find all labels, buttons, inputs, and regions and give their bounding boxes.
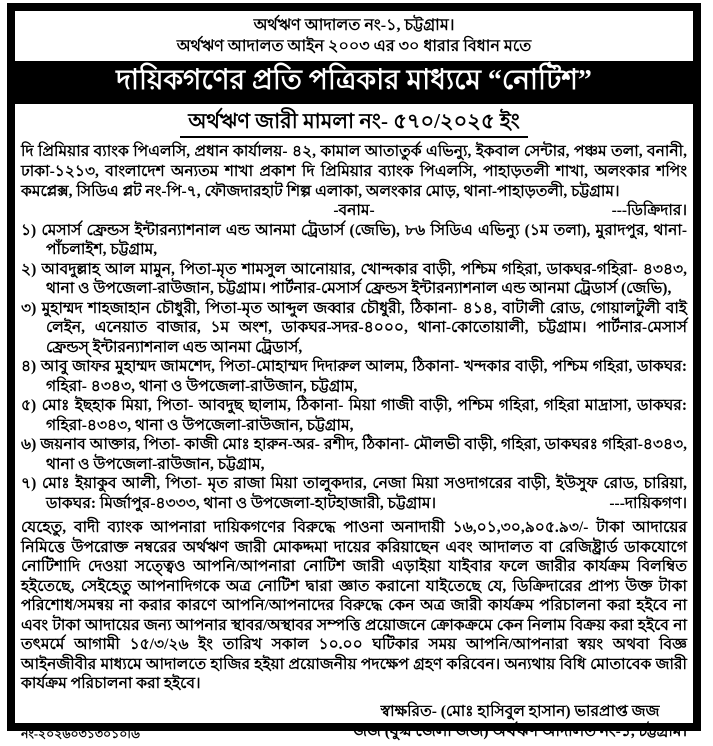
defendant-item-6: [21, 435, 687, 474]
notice-body: [15, 141, 693, 746]
notice-title: দায়িকগণের প্রতি পত্রিকার মাধ্যমে “নোটিশ”: [116, 65, 592, 97]
defendant-number: ৭): [21, 475, 37, 493]
defendant-item-2: [21, 260, 687, 299]
defendant-number: ১): [21, 221, 37, 239]
defendant-text: মোঃ ইয়াকুব আলী, পিতা- মৃত রাজা মিয়া তালুকদার, নেজা মিয়া সওদাগরের বাড়ী, ইউসুফ রোড, চারিয়া, ডাকঘর: মির্জাপুর-৪৩৩৩, থানা ও উপজেলা-হাটহাজারী, চট্টগ্রাম।: [41, 475, 687, 512]
defendant-number: ২): [21, 260, 37, 278]
defendants-list: [21, 221, 687, 514]
signature-line-1: স্বাক্ষরিত- (মোঃ হাসিবুল হাসান) ভারপ্রাপ্ত জজ: [380, 702, 660, 720]
defendant-text: মুহাম্মদ শাহজাহান চৌধুরী, পিতা-মৃত আব্দুল জব্বার চৌধুরী, ঠিকানা- ৪১৪, বাটালী রোড, গোয়ালটুলী বাই লেইন, এনেয়াত বাজার, ১ম অংশ, ডাকঘর-সদর-৪০০০, থানা-কোতোয়ালী, চট্টগ্রাম। পার্টনার-মেসার্স ফ্রেন্ডস্ ইন্টারন্যাশনাল এন্ড আনমা ট্রেডার্স,: [41, 299, 687, 356]
defendant-item-7: [21, 474, 687, 513]
defendant-text: মোঃ ইছহাক মিয়া, পিতা- আবদুছ ছালাম, ঠিকানা- মিয়া গাজী বাড়ী, পশ্চিম গহিরা, গহিরা মাদ্রাসা, ডাকঘর: গহিরা-৪৩৪৩, থানা ও উপজেলা-রাউজান, চট্টগ্রাম,: [41, 397, 687, 434]
versus-label: -বনাম-: [333, 202, 375, 220]
case-number-row: [15, 108, 693, 138]
judgment-debtors-label: ---দায়িকগণ।: [609, 494, 687, 512]
legal-body-paragraph: যেহেতু, বাদী ব্যাংক আপনারা দায়িকগণের বিরুদ্ধে পাওনা অনাদায়ী ১৬,০১,৩০,৯০৫.৯৩/- টাকা আদায়ের নিমিত্তে উপরোক্ত নম্বরের অর্থঋণ জারী মোকদ্দমা দায়ের করিয়াছেন এবং আদালত বা রেজিষ্ট্রার্ড ডাকযোগে নোটিশাদি দেওয়া সত্ত্বেও আপনি/আপনারা নোটিশ জারী এড়াইয়া যাইবার ফলে জারীর কার্যক্রম বিলম্বিত হইতেছে, সেইহেতু আপনাদিগকে অত্র নোটিশ দ্বারা জ্ঞাত করানো যাইতেছে যে, ডিক্রিদারের প্রাপ্য উক্ত টাকা পরিশোধ/সমন্বয় না করার কারণে আপনি/আপনাদের বিরুদ্ধে কেন অত্র জারী কার্যক্রম পরিচালনা করা হইবে না এবং টাকা আদায়ের জন্য আপনার স্থাবর/অস্থাবর সম্পত্তি প্রয়োজনে ক্রোকক্রমে কেন নিলাম বিক্রয় করা হইবে না তৎমর্মে আগামী ১৫/৩/২৬ ইং তারিখ সকাল ১০.০০ ঘটিকার সময় আপনি/আপনারা স্বয়ং অথবা বিজ্ঞ আইনজীবীর মাধ্যমে আদালতে হাজির হইয়া প্রয়োজনীয় পদক্ষেপ গ্রহণ করিবেন। অন্যথায় বিধি মোতাবেক জারী কার্যক্রম পরিচালনা করা হইবে।: [21, 519, 687, 693]
case-number: অর্থঋণ জারী মামলা নং- ৫৭০/২০২৫ ইং: [180, 108, 528, 138]
defendant-number: ৪): [21, 358, 37, 376]
versus-row: [21, 201, 687, 221]
reference-number: নং-২০২৬০৩১৩০১০ডি: [21, 727, 141, 742]
defendant-text: জয়নাব আক্তার, পিতা- কাজী মোঃ হারুন-অর- রশীদ, ঠিকানা- মৌলভী বাড়ী, গহিরা, ডাকঘরঃ গহিরা-৪৩৪৩, থানা ও উপজেলা-রাউজান, চট্টগ্রাম,: [40, 436, 688, 473]
defendant-item-4: [21, 357, 687, 396]
court-law-reference: অর্থঋণ আদালত আইন ২০০৩ এর ৩০ ধারার বিধান মতে: [176, 38, 532, 56]
notice-footer: [21, 702, 687, 744]
defendant-number: ৬): [21, 436, 37, 454]
defendant-item-3: [21, 299, 687, 358]
signature-block: [353, 702, 687, 742]
defendant-text: আবদুল্লাহ আল মামুন, পিতা-মৃত শামসুল আনোয়ার, খোন্দকার বাড়ী, পশ্চিম গহিরা, ডাকঘর-গহিরা- ৪৩৪৩, থানা ও উপজেলা-রাউজান, চট্টগ্রাম। পার্টনার-মেসার্স ফ্রেন্ডস ইন্টারন্যাশনাল এন্ড আনমা ট্রেডার্স (জেভি),: [41, 260, 687, 298]
court-header: [15, 11, 693, 57]
decree-holder-label: ---ডিক্রিদার।: [611, 202, 687, 220]
notice-title-banner: [15, 61, 693, 104]
defendant-item-1: [21, 221, 687, 260]
defendant-number: ৫): [21, 397, 37, 415]
plaintiff-paragraph: দি প্রিমিয়ার ব্যাংক পিএলসি, প্রধান কার্যালয়- ৪২, কামাল আতাতুর্ক এভিন্যু, ইকবাল সেন্টার, পঞ্চম তলা, বনানী, ঢাকা-১২১৩, বাংলাদেশ অন্যতম শাখা প্রকাশ দি প্রিমিয়ার ব্যাংক পিএলসি, পাহাড়তলী শাখা, অলংকার শপিং কমপ্লেক্স, সিডিএ প্লট নং-পি-৭, ফৌজদারহাট শিল্প এলাকা, অলংকার মোড়, থানা-পাহাড়তলী, চট্টগ্রাম।: [21, 143, 687, 200]
defendant-item-5: [21, 396, 687, 435]
notice-frame: [7, 3, 701, 742]
signature-line-2: জজ (যুগ্ম জেলা জজ) অর্থঋণ আদালত নং-১, চট্টগ্রাম।: [353, 723, 687, 741]
defendant-number: ৩): [21, 299, 37, 317]
court-name: অর্থঋণ আদালত নং-১, চট্টগ্রাম।: [253, 17, 455, 34]
defendant-text: আবু জাফর মুহাম্মদ জামশেদ, পিতা-মোহাম্মদ দিদারুল আলম, ঠিকানা- খন্দকার বাড়ী, পশ্চিম গহিরা, ডাকঘর: গহিরা- ৪৩৪৩, থানা ও উপজেলা-রাউজান, চট্টগ্রাম,: [40, 358, 688, 395]
defendant-text: মেসার্স ফ্রেন্ডস ইন্টারন্যাশনাল এন্ড আনমা ট্রেডার্স (জেভি), ৮৬ সিডিএ এভিন্যু (১ম তলা), মুরাদপুর, থানা-পাঁচলাইশ, চট্টগ্রাম,: [41, 221, 687, 259]
